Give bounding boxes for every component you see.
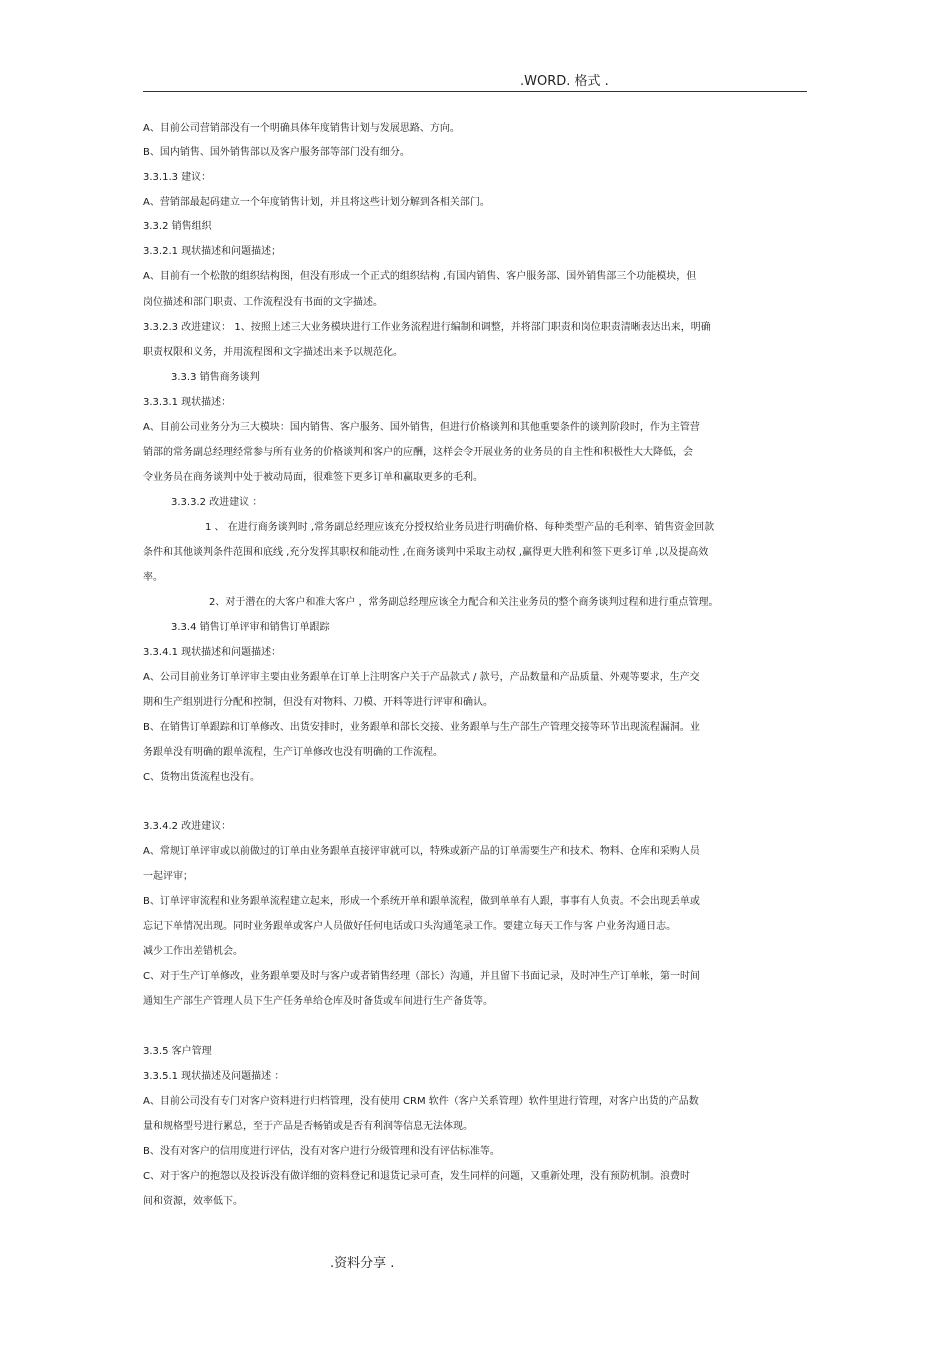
section-heading: 3.3.2 销售组织: [143, 221, 212, 232]
text-line: 量和规格型号进行累总，至于产品是否畅销或是否有利润等信息无法体现。: [143, 1121, 473, 1132]
text-line: 率。: [143, 572, 163, 583]
section-heading: 3.3.4.2 改进建议：: [143, 821, 232, 832]
section-heading: 3.3.3.1 现状描述：: [143, 397, 232, 408]
text-line: 岗位描述和部门职责、工作流程没有书面的文字描述。: [143, 297, 383, 308]
text-line: 令业务员在商务谈判中处于被动局面，很难签下更多订单和赢取更多的毛利。: [143, 472, 483, 483]
text-line: B、在销售订单跟踪和订单修改、出货安排时，业务跟单和部长交接、业务跟单与生产部生产管理交接等环节出现流程漏洞。业: [143, 722, 700, 733]
text-line: 条件和其他谈判条件范围和底线 ,充分发挥其职权和能动性 ,在商务谈判中采取主动权 ,赢得更大胜利和签下更多订单 ,以及提高效: [143, 547, 709, 558]
text-line: C、货物出货流程也没有。: [143, 772, 260, 783]
text-line: 销部的常务副总经理经常参与所有业务的价格谈判和客户的应酬，这样会令开展业务的业务员的自主性和积极性大大降低，会: [143, 447, 693, 458]
text-line: 2、对于潜在的大客户和准大客户 ，常务副总经理应该全力配合和关注业务员的整个商务谈判过程和进行重点管理。: [209, 597, 719, 608]
text-line: C、对于客户的抱怨以及投诉没有做详细的资料登记和退货记录可查，发生同样的问题，又重新处理，没有预防机制。浪费时: [143, 1171, 690, 1182]
text-line: A、公司目前业务订单评审主要由业务跟单在订单上注明客户关于产品款式 / 款号，产品数量和产品质量、外观等要求，生产交: [143, 672, 700, 683]
page-footer: .资料分享 .: [330, 1256, 395, 1271]
section-heading: 3.3.5.1 现状描述及问题描述 ：: [143, 1071, 285, 1082]
section-heading: 3.3.3 销售商务谈判: [171, 372, 260, 383]
text-line: A、目前公司营销部没有一个明确具体年度销售计划与发展思路、方向。: [143, 123, 460, 134]
text-line: 职责权限和义务，并用流程图和文字描述出来予以规范化。: [143, 347, 403, 358]
text-line: B、国内销售、国外销售部以及客户服务部等部门没有细分。: [143, 147, 410, 158]
header-divider: [143, 91, 807, 92]
text-line: A、常规订单评审或以前做过的订单由业务跟单直接评审就可以，特殊或新产品的订单需要生产和技术、物料、仓库和采购人员: [143, 846, 700, 857]
text-line: 减少工作出差错机会。: [143, 946, 243, 957]
text-line: A、目前公司没有专门对客户资料进行归档管理，没有使用 CRM 软件（客户关系管理）软件里进行管理，对客户出货的产品数: [143, 1096, 699, 1107]
page-header-title: .WORD. 格式 .: [520, 74, 609, 89]
text-line: 一起评审；: [143, 871, 193, 882]
text-line: 3.3.2.3 改进建议： 1、按照上述三大业务模块进行工作业务流程进行编制和调整，并将部门职责和岗位职责清晰表达出来，明确: [143, 322, 711, 333]
text-line: 通知生产部生产管理人员下生产任务单给仓库及时备货或车间进行生产备货等。: [143, 996, 493, 1007]
section-heading: 3.3.4.1 现状描述和问题描述：: [143, 647, 282, 658]
text-line: B、订单评审流程和业务跟单流程建立起来，形成一个系统开单和跟单流程，做到单单有人跟，事事有人负责。不会出现丢单或: [143, 896, 700, 907]
section-heading: 3.3.5 客户管理: [143, 1046, 212, 1057]
text-line: 忘记下单情况出现。同时业务跟单或客户人员做好任何电话或口头沟通笔录工作。要建立每天工作与客 户业务沟通日志。: [143, 921, 677, 932]
text-line: A、目前公司业务分为三大模块：国内销售、客户服务、国外销售，但进行价格谈判和其他重要条件的谈判阶段时，作为主管营: [143, 422, 700, 433]
text-line: 务跟单没有明确的跟单流程，生产订单修改也没有明确的工作流程。: [143, 747, 443, 758]
section-heading: 3.3.4 销售订单评审和销售订单跟踪: [171, 622, 330, 633]
text-line: B、没有对客户的信用度进行评估，没有对客户进行分级管理和没有评估标准等。: [143, 1146, 500, 1157]
text-line: C、对于生产订单修改，业务跟单要及时与客户或者销售经理（部长）沟通，并且留下书面记录，及时冲生产订单帐，第一时间: [143, 971, 700, 982]
section-heading: 3.3.3.2 改进建议 ：: [171, 497, 263, 508]
section-heading: 3.3.1.3 建议：: [143, 172, 212, 183]
section-heading: 3.3.2.1 现状描述和问题描述；: [143, 246, 282, 257]
text-line: A、营销部最起码建立一个年度销售计划，并且将这些计划分解到各相关部门。: [143, 197, 490, 208]
text-line: 间和资源，效率低下。: [143, 1196, 243, 1207]
text-line: 期和生产组别进行分配和控制，但没有对物料、刀模、开料等进行评审和确认。: [143, 697, 493, 708]
text-line: 1 、 在进行商务谈判时 ,常务副总经理应该充分授权给业务员进行明确价格、每种类型产品的毛利率、销售资金回款: [205, 522, 715, 533]
text-line: A、目前有一个松散的组织结构图，但没有形成一个正式的组织结构 ,有国内销售、客户服务部、国外销售部三个功能模块，但: [143, 271, 697, 282]
